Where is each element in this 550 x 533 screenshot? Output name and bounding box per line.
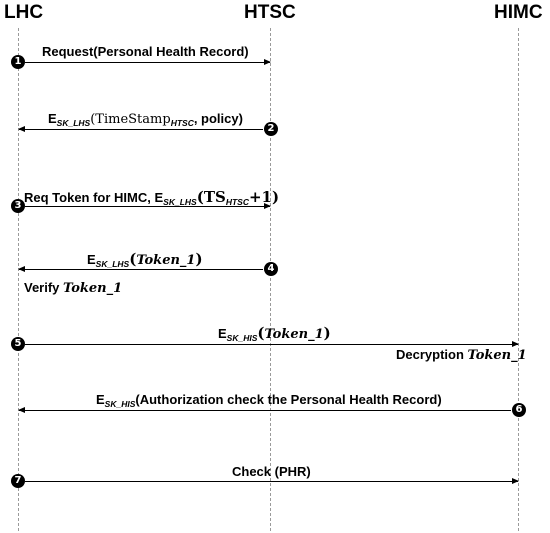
step-1-marker: 1: [11, 55, 25, 69]
message-5-label: $E_{SK\_HIS}(Token\_1)$: [218, 324, 331, 343]
lifeline-lhc: [18, 28, 19, 531]
message-7-label: Check (PHR): [232, 464, 311, 479]
message-1-arrow: [25, 62, 270, 63]
step-2-marker: 2: [264, 122, 278, 136]
message-7-arrow: [25, 481, 518, 482]
entity-htsc: HTSC: [244, 2, 296, 23]
message-2-label: $E_{SK\_LHS}(TimeStamp_{HTSC}$, policy): [48, 111, 243, 128]
lifeline-htsc: [270, 28, 271, 531]
message-5-arrow: [25, 344, 518, 345]
message-3-label: Req Token for HIMC, $E_{SK\_LHS}(TS_{HTSC}+1)$: [24, 188, 280, 207]
message-6-arrow: [19, 410, 511, 411]
message-6-label: $E_{SK\_HIS}(Authorization$ check the Personal Health Record): [96, 392, 442, 409]
message-2-arrow: [19, 129, 263, 130]
step-4-marker: 4: [264, 262, 278, 276]
step-5-marker: 5: [11, 337, 25, 351]
decryption-note: Decryption Token_1: [396, 347, 527, 363]
message-4-arrow: [19, 269, 263, 270]
verify-note: Verify Token_1: [24, 280, 123, 296]
step-3-marker: 3: [11, 199, 25, 213]
message-1-label: Request(Personal Health Record): [42, 44, 249, 59]
step-7-marker: 7: [11, 474, 25, 488]
step-6-marker: 6: [512, 403, 526, 417]
entity-himc: HIMC: [494, 2, 543, 23]
lifeline-himc: [518, 28, 519, 531]
message-4-label: $E_{SK\_LHS}(Token\_1)$: [87, 250, 203, 269]
entity-lhc: LHC: [4, 2, 44, 23]
